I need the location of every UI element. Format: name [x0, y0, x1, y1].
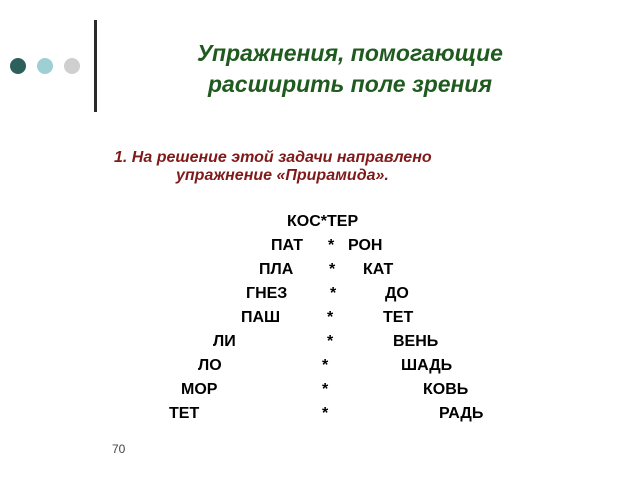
pyramid-right-word: КАТ: [363, 261, 394, 278]
task-text-line1: 1. На решение этой задачи направлено: [114, 149, 432, 166]
pyramid-right-word: ВЕНЬ: [393, 333, 439, 350]
pyramid-left-word: ЛО: [198, 357, 222, 374]
pyramid-left-word: ТЕТ: [169, 405, 200, 422]
pyramid-left-word: ПАТ: [271, 237, 304, 254]
pyramid-left-word: ГНЕЗ: [246, 285, 288, 302]
pyramid-right-word: РАДЬ: [439, 405, 484, 422]
pyramid-star: *: [328, 237, 335, 254]
pyramid-top-word: КОС*ТЕР: [287, 213, 359, 230]
pyramid-right-word: ШАДЬ: [401, 357, 453, 374]
slide-title-line1: Упражнения, помогающие: [197, 40, 503, 66]
pyramid-right-word: ДО: [385, 285, 409, 302]
pyramid-star: *: [329, 261, 336, 278]
pyramid-star: *: [322, 381, 329, 398]
page-number: 70: [112, 442, 126, 456]
pyramid-left-word: ЛИ: [213, 333, 236, 350]
pyramid-star: *: [322, 357, 329, 374]
pyramid-star: *: [330, 285, 337, 302]
pyramid-right-word: ТЕТ: [383, 309, 414, 326]
pyramid-left-word: МОР: [181, 381, 218, 398]
task-text-line2: упражнение «Прирамида».: [176, 167, 389, 184]
pyramid-right-word: КОВЬ: [423, 381, 469, 398]
pyramid-star: *: [327, 333, 334, 350]
slide-title-line2: расширить поле зрения: [207, 71, 493, 97]
pyramid-star: *: [322, 405, 329, 422]
pyramid-left-word: ПЛА: [259, 261, 294, 278]
pyramid-left-word: ПАШ: [241, 309, 281, 326]
pyramid-star: *: [327, 309, 334, 326]
pyramid-right-word: РОН: [348, 237, 383, 254]
